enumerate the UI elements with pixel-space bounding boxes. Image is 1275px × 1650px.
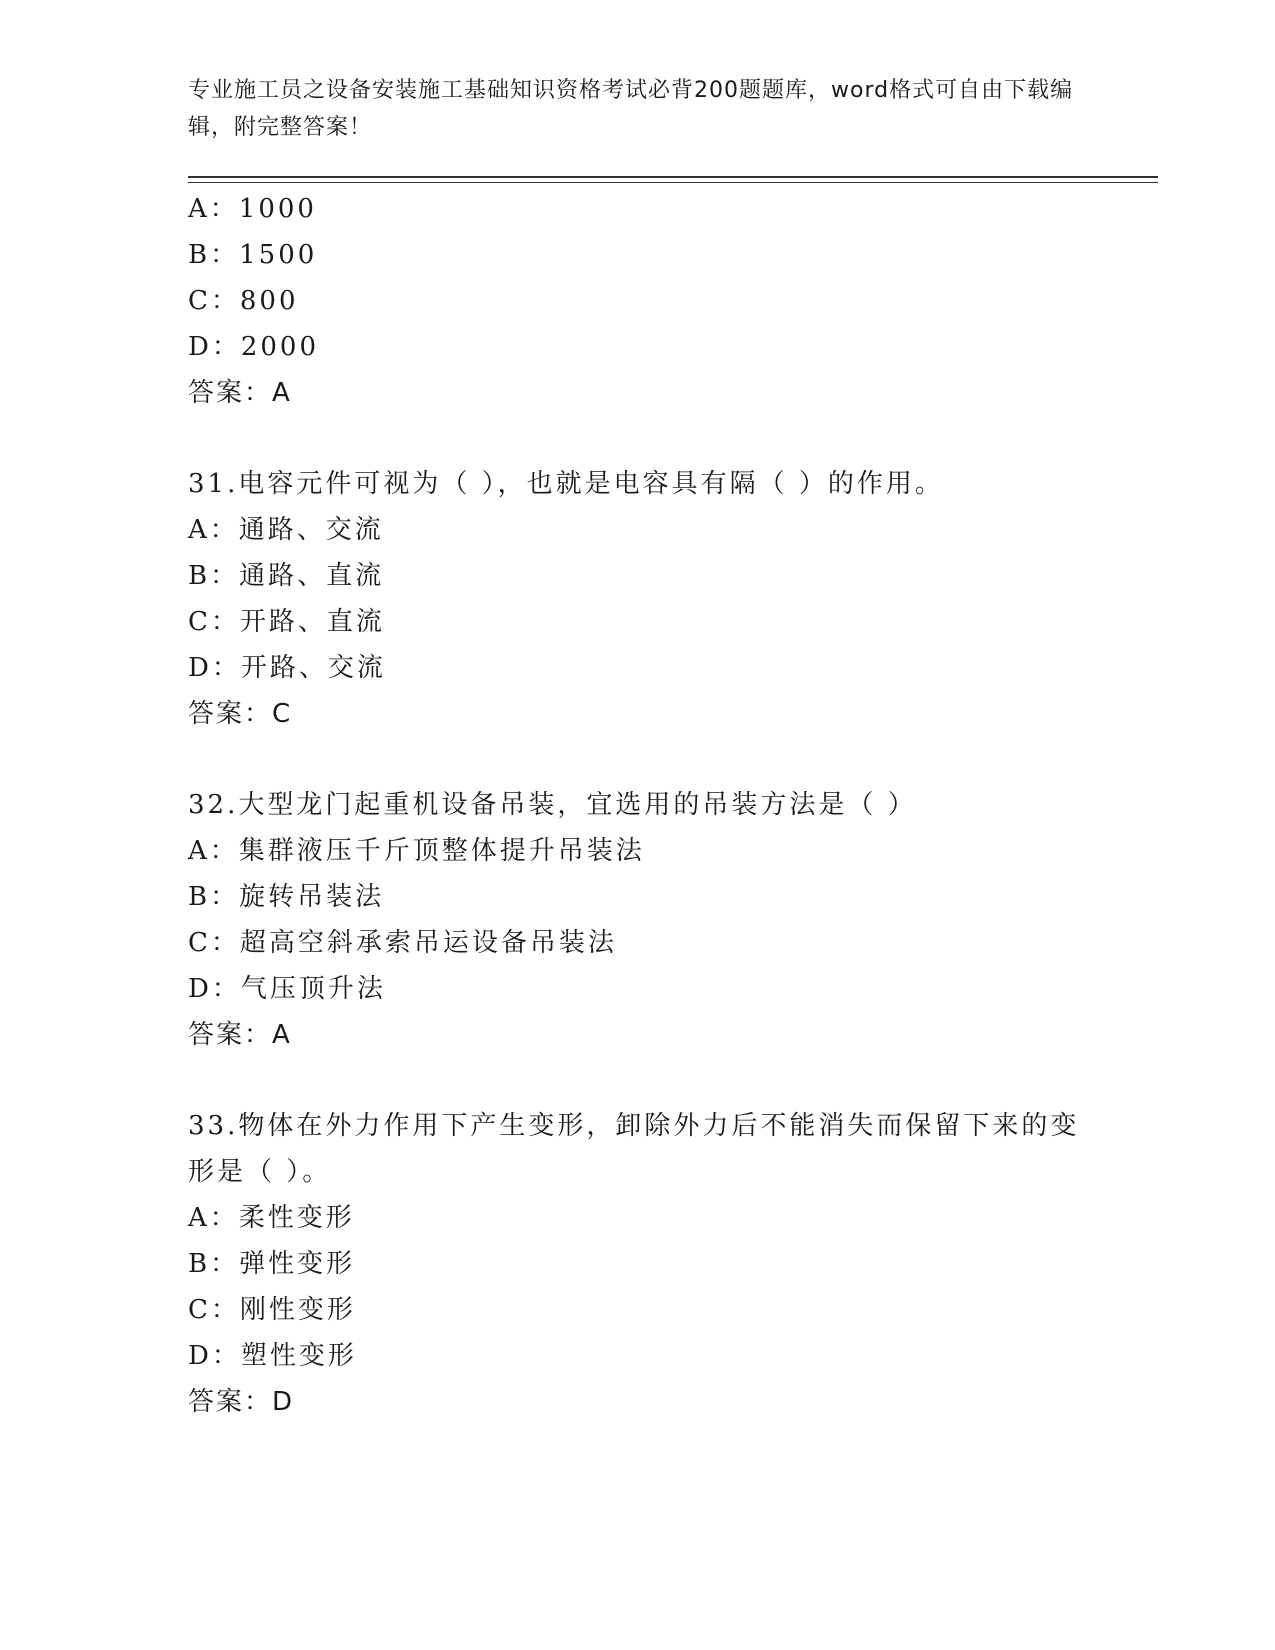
option-d: D：气压顶升法 — [188, 974, 386, 1004]
option-c: C：800 — [188, 286, 299, 316]
header-rule-thick — [188, 176, 1158, 178]
option-a: A：通路、交流 — [188, 515, 384, 545]
question-block-30 — [188, 186, 1088, 416]
option-d: D：开路、交流 — [188, 653, 386, 683]
header-rule-thin — [188, 182, 1158, 183]
answer-line: 答案：A — [188, 1020, 292, 1050]
option-a: A：集群液压千斤顶整体提升吊装法 — [188, 836, 645, 866]
question-stem-line-1: 33.物体在外力作用下产生变形，卸除外力后不能消失而保留下来的变 — [188, 1111, 1080, 1141]
option-b: B：通路、直流 — [188, 561, 385, 591]
option-d: D：塑性变形 — [188, 1341, 357, 1371]
question-block-31 — [188, 461, 1088, 737]
answer-line: 答案：D — [188, 1387, 295, 1417]
option-d: D：2000 — [188, 332, 320, 362]
answer-line: 答案：A — [188, 378, 292, 408]
option-a: A：1000 — [188, 194, 317, 224]
option-a: A：柔性变形 — [188, 1203, 355, 1233]
question-stem-line-2: 形是（ ）。 — [188, 1157, 332, 1187]
question-stem: 31.电容元件可视为（ ），也就是电容具有隔（ ）的作用。 — [188, 469, 944, 499]
question-block-33 — [188, 1103, 1088, 1425]
document-header: 专业施工员之设备安装施工基础知识资格考试必背200题题库，word格式可自由下载编辑，附完整答案！ — [188, 78, 1074, 140]
question-stem: 32.大型龙门起重机设备吊装，宜选用的吊装方法是（ ） — [188, 790, 917, 820]
answer-line: 答案：C — [188, 699, 293, 729]
question-block-32 — [188, 782, 1088, 1058]
option-b: B：旋转吊装法 — [188, 882, 385, 912]
option-c: C：超高空斜承索吊运设备吊装法 — [188, 928, 617, 958]
option-b: B：1500 — [188, 240, 318, 270]
option-c: C：开路、直流 — [188, 607, 385, 637]
option-c: C：刚性变形 — [188, 1295, 356, 1325]
option-b: B：弹性变形 — [188, 1249, 356, 1279]
